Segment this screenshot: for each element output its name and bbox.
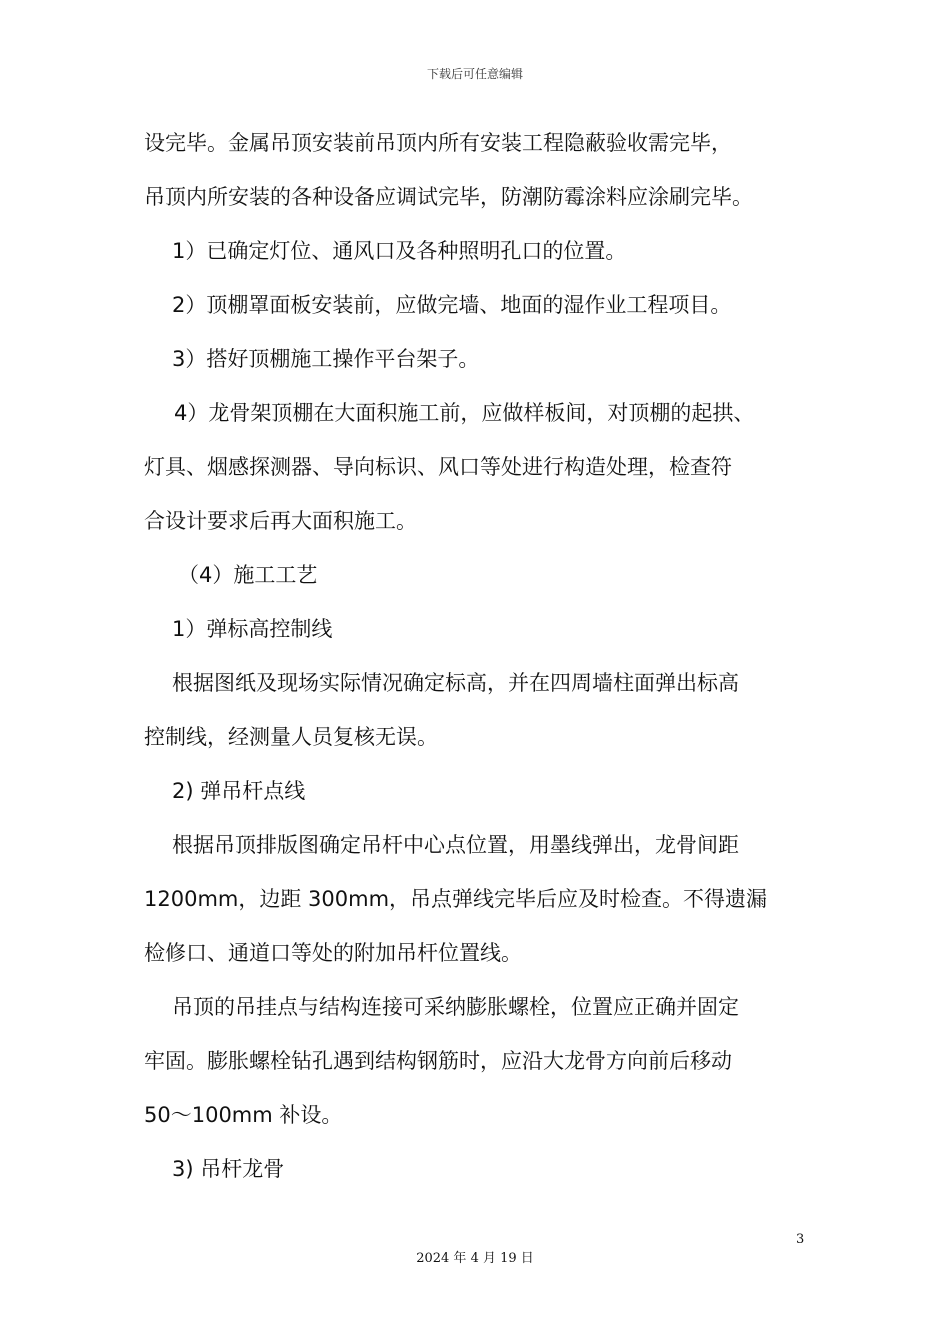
document-body: [144, 120, 834, 1200]
subsection-heading: 2) 弹吊杆点线: [172, 779, 306, 803]
text-line: 1200mm，边距 300mm，吊点弹线完毕后应及时检查。不得遗漏: [144, 887, 768, 911]
section-heading: （4）施工工艺: [178, 563, 318, 587]
page-number: 3: [796, 1232, 805, 1247]
paragraph-start: 吊顶的吊挂点与结构连接可采纳膨胀螺栓，位置应正确并固定: [172, 995, 739, 1019]
list-item: 1）已确定灯位、通风口及各种照明孔口的位置。: [172, 239, 627, 263]
text-line: 设完毕。金属吊顶安装前吊顶内所有安装工程隐蔽验收需完毕，: [144, 131, 732, 155]
text-line: 灯具、烟感探测器、导向标识、风口等处进行构造处理，检查符: [144, 455, 732, 479]
list-item: 4）龙骨架顶棚在大面积施工前，应做样板间，对顶棚的起拱、: [174, 401, 755, 425]
paragraph-start: 根据吊顶排版图确定吊杆中心点位置，用墨线弹出，龙骨间距: [172, 833, 739, 857]
text-line: 牢固。膨胀螺栓钻孔遇到结构钢筋时，应沿大龙骨方向前后移动: [144, 1049, 732, 1073]
list-item: 2）顶棚罩面板安装前，应做完墙、地面的湿作业工程项目。: [172, 293, 732, 317]
text-line: 吊顶内所安装的各种设备应调试完毕，防潮防霉涂料应涂刷完毕。: [144, 185, 753, 209]
list-item: 3）搭好顶棚施工操作平台架子。: [172, 347, 480, 371]
text-line: 控制线，经测量人员复核无误。: [144, 725, 438, 749]
footer-date: 2024 年 4 月 19 日: [416, 1251, 534, 1266]
text-line: 合设计要求后再大面积施工。: [144, 509, 417, 533]
text-line: 检修口、通道口等处的附加吊杆位置线。: [144, 941, 522, 965]
text-line: 50～100mm 补设。: [144, 1103, 343, 1127]
subsection-heading: 1）弹标高控制线: [172, 617, 333, 641]
paragraph-start: 根据图纸及现场实际情况确定标高，并在四周墙柱面弹出标高: [172, 671, 739, 695]
subsection-heading: 3) 吊杆龙骨: [172, 1157, 285, 1181]
page-header: 下载后可任意编辑: [426, 67, 523, 81]
